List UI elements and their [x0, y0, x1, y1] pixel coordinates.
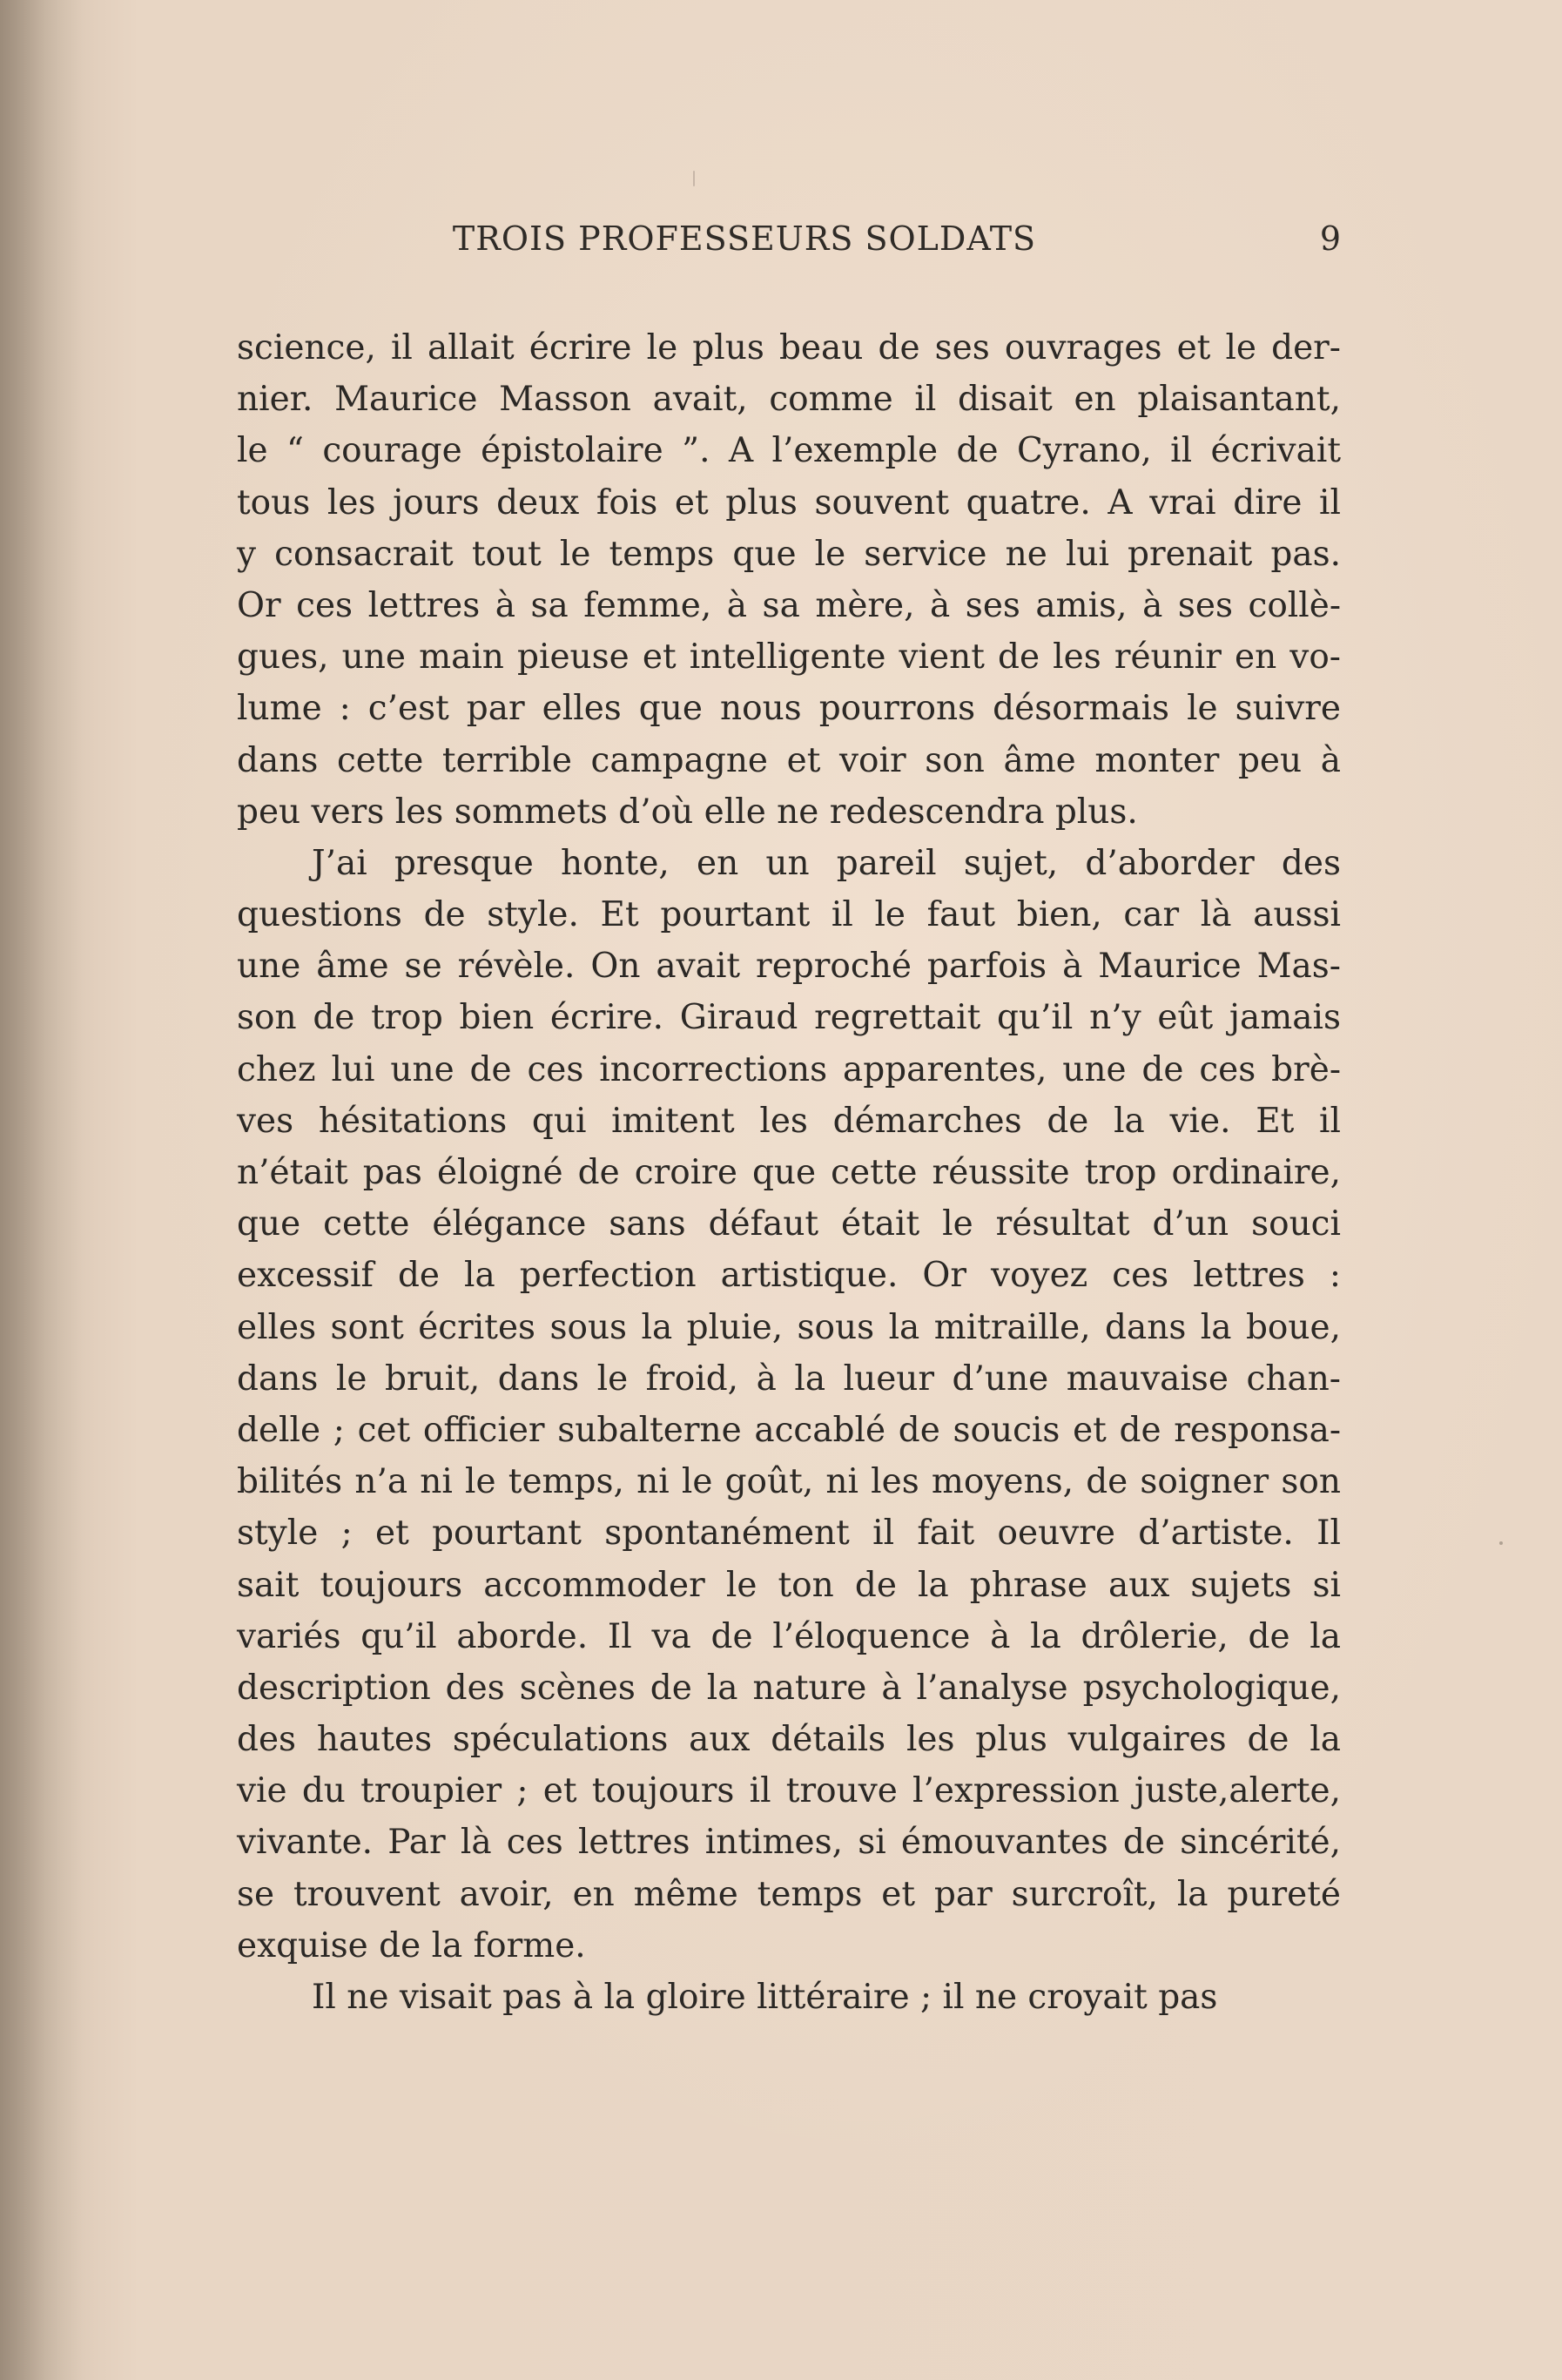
text-line: ves hésitations qui imitent les démarches de la vie. Et il — [237, 1101, 1341, 1141]
text-line: vie du troupier ; et toujours il trouve l’expression juste,alerte, — [237, 1771, 1341, 1811]
text-line: chez lui une de ces incorrections apparentes, une de ces brè- — [237, 1049, 1341, 1089]
text-line: Or ces lettres à sa femme, à sa mère, à ses amis, à ses collè- — [237, 585, 1341, 625]
text-line: bilités n’a ni le temps, ni le goût, ni les moyens, de soigner son — [237, 1462, 1341, 1502]
binding-gutter-shadow — [0, 0, 83, 2380]
running-title: TROIS PROFESSEURS SOLDATS — [452, 219, 1037, 258]
text-line: des hautes spéculations aux détails les plus vulgaires de la — [237, 1720, 1341, 1760]
text-line: lume : c’est par elles que nous pourrons désormais le suivre — [237, 689, 1341, 729]
text-line: y consacrait tout le temps que le service ne lui prenait pas. — [237, 534, 1341, 574]
text-line: style ; et pourtant spontanément il fait oeuvre d’artiste. Il — [237, 1514, 1341, 1554]
text-line: dans cette terrible campagne et voir son âme monter peu à — [237, 740, 1341, 780]
text-line: le “ courage épistolaire ”. A l’exemple de Cyrano, il écrivait — [237, 431, 1341, 471]
text-line: se trouvent avoir, en même temps et par surcroît, la pureté — [237, 1874, 1341, 1914]
text-line: questions de style. Et pourtant il le faut bien, car là aussi — [237, 895, 1341, 935]
text-line: gues, une main pieuse et intelligente vient de les réunir en vo- — [237, 637, 1341, 678]
page-number: 9 — [1319, 219, 1341, 258]
text-line: vivante. Par là ces lettres intimes, si émouvantes de sincérité, — [237, 1823, 1341, 1863]
body-text — [237, 322, 1341, 2023]
text-line: une âme se révèle. On avait reproché parfois à Maurice Mas- — [237, 947, 1341, 987]
text-line: sait toujours accommoder le ton de la phrase aux sujets si — [237, 1565, 1341, 1605]
paper-speck — [1499, 1541, 1503, 1545]
text-line: son de trop bien écrire. Giraud regrettait qu’il n’y eût jamais — [237, 998, 1341, 1038]
paragraph-end-line: peu vers les sommets d’où elle ne redescendra plus. — [237, 792, 1138, 832]
paper-mark — [693, 171, 695, 186]
text-line: variés qu’il aborde. Il va de l’éloquence à la drôlerie, de la — [237, 1616, 1341, 1656]
running-header — [235, 219, 1341, 272]
text-line: tous les jours deux fois et plus souvent quatre. A vrai dire il — [237, 482, 1341, 523]
text-line: science, il allait écrire le plus beau de ses ouvrages et le der- — [237, 328, 1341, 367]
paragraph-first-line: Il ne visait pas à la gloire littéraire ; il ne croyait pas — [312, 1978, 1218, 2017]
text-line: nier. Maurice Masson avait, comme il disait en plaisantant, — [237, 380, 1341, 420]
text-line: n’était pas éloigné de croire que cette réussite trop ordinaire, — [237, 1153, 1341, 1192]
text-line: delle ; cet officier subalterne accablé de soucis et de responsa- — [237, 1410, 1341, 1450]
text-line: description des scènes de la nature à l’analyse psychologique, — [237, 1668, 1341, 1708]
paragraph-end-line: exquise de la forme. — [237, 1925, 586, 1965]
text-line: excessif de la perfection artistique. Or voyez ces lettres : — [237, 1256, 1341, 1296]
text-line: dans le bruit, dans le froid, à la lueur d’une mauvaise chan- — [237, 1359, 1341, 1399]
text-line: elles sont écrites sous la pluie, sous la mitraille, dans la boue, — [237, 1307, 1341, 1347]
text-line: que cette élégance sans défaut était le résultat d’un souci — [237, 1204, 1341, 1244]
paragraph-first-line: J’ai presque honte, en un pareil sujet, d’aborder des — [312, 843, 1341, 883]
